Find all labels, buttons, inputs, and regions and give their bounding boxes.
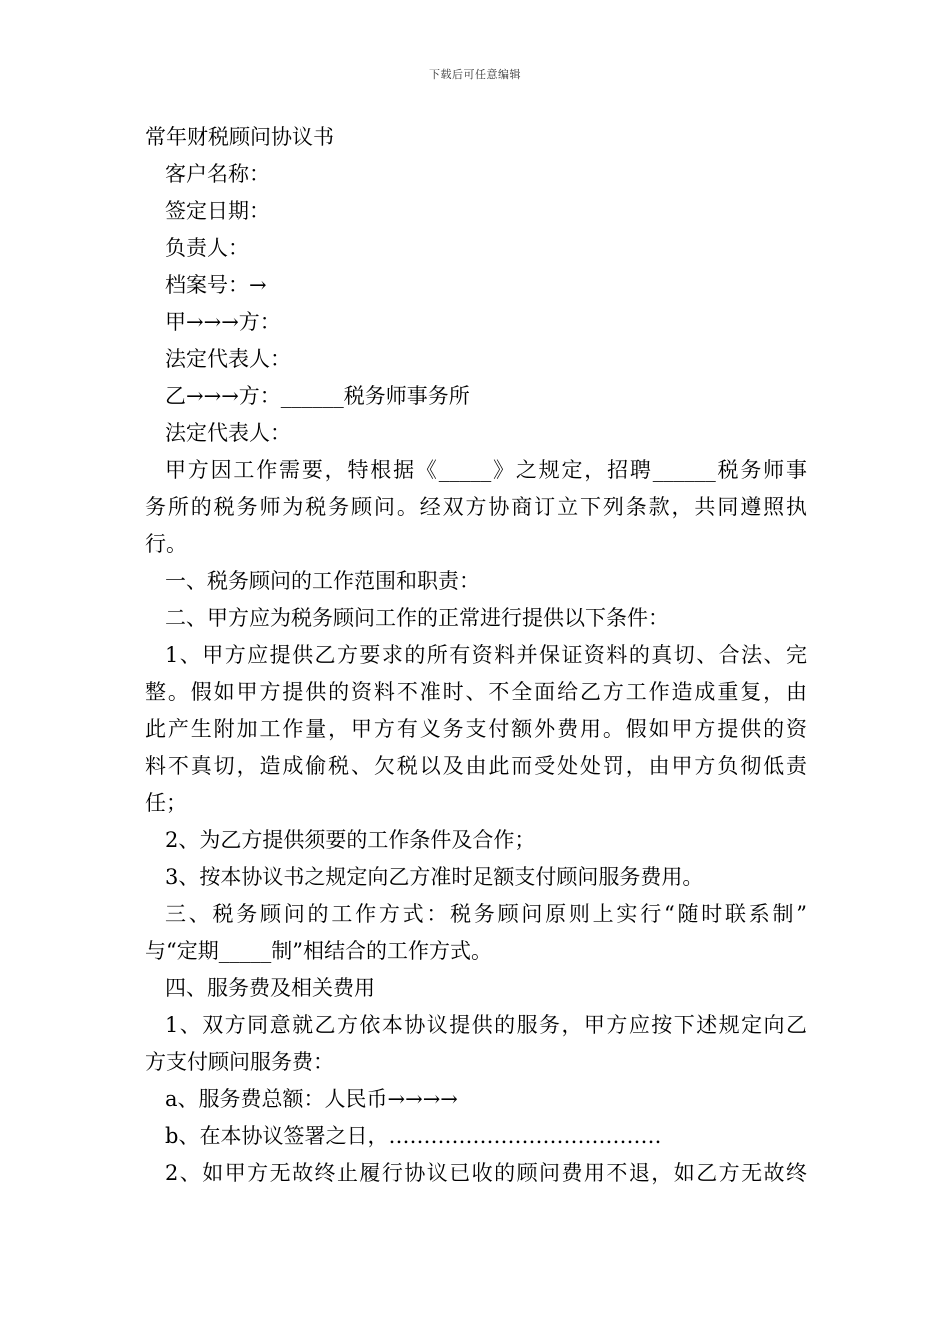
paragraph-line: 此产生附加工作量，甲方有义务支付额外费用。假如甲方提供的资 [145,717,807,741]
list-item: 3、按本协议书之规定向乙方准时足额支付顾问服务费用。 [165,865,704,889]
sign-date-field: 签定日期： [165,199,270,223]
section-heading: 二、甲方应为税务顾问工作的正常进行提供以下条件： [165,606,669,630]
header-note: 下载后可任意编辑 [429,68,521,81]
party-a-field: 甲→→→方： [165,310,281,334]
paragraph-line: 1、甲方应提供乙方要求的所有资料并保证资料的真切、合法、完 [165,643,807,667]
document-title: 常年财税顾问协议书 [145,125,334,149]
responsible-person-field: 负责人： [165,236,249,260]
paragraph-line: 甲方因工作需要，特根据《_____》之规定，招聘______税务师事 [165,458,807,482]
party-b-legal-rep-field: 法定代表人： [165,421,291,445]
section-heading: 三、税务顾问的工作方式：税务顾问原则上实行“随时联系制” [165,902,807,926]
document-body [145,156,807,1192]
paragraph-line: 方支付顾问服务费： [145,1050,334,1074]
client-name-field: 客户名称： [165,162,270,186]
paragraph-line: 料不真切，造成偷税、欠税以及由此而受处处罚，由甲方负彻低责 [145,754,807,778]
party-b-field: 乙→→→方：______税务师事务所 [165,384,470,408]
paragraph-line: 任； [145,791,187,815]
section-heading: 四、服务费及相关费用 [165,976,375,1000]
party-a-legal-rep-field: 法定代表人： [165,347,291,371]
file-number-field: 档案号：→ [165,273,267,297]
paragraph-line: 与“定期_____制”相结合的工作方式。 [145,939,492,963]
paragraph-line: 1、双方同意就乙方依本协议提供的服务，甲方应按下述规定向乙 [165,1013,807,1037]
paragraph-line: 2、如甲方无故终止履行协议已收的顾问费用不退，如乙方无故终 [165,1161,807,1185]
paragraph-line: 务所的税务师为税务顾问。经双方协商订立下列条款，共同遵照执 [145,495,807,519]
list-item: b、在本协议签署之日，………………………………… [165,1124,662,1148]
paragraph-line: 整。假如甲方提供的资料不准时、不全面给乙方工作造成重复，由 [145,680,807,704]
paragraph-line: 行。 [145,532,187,556]
list-item: 2、为乙方提供须要的工作条件及合作； [165,828,536,852]
list-item: a、服务费总额：人民币→→→→ [165,1087,458,1111]
section-heading: 一、税务顾问的工作范围和职责： [165,569,480,593]
